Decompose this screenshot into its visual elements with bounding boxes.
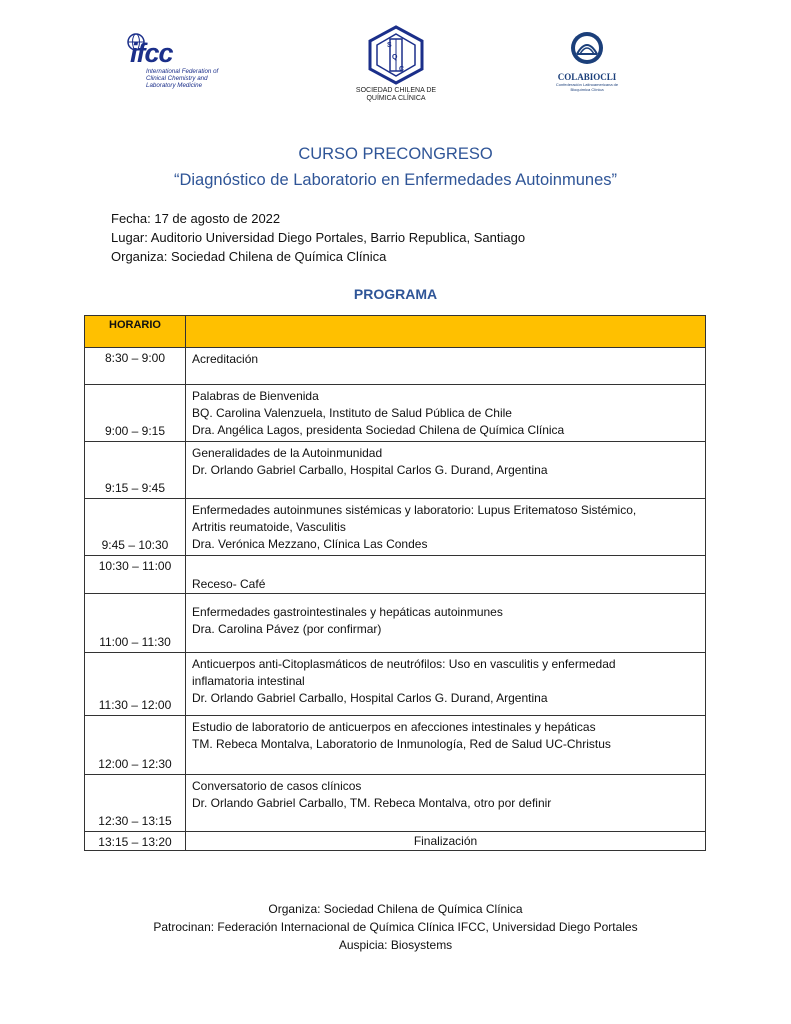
svg-text:Q: Q xyxy=(392,54,398,61)
row-activity: Receso- Café xyxy=(186,556,706,594)
table-row xyxy=(85,775,706,832)
row-time: 11:00 – 11:30 xyxy=(85,594,186,653)
row-time: 13:15 – 13:20 xyxy=(85,832,186,851)
course-title: CURSO PRECONGRESO xyxy=(298,145,493,163)
row-activity: Generalidades de la Autoinmunidad Dr. Orlando Gabriel Carballo, Hospital Carlos G. Durand, Argentina xyxy=(186,442,706,499)
row-activity: Palabras de Bienvenida BQ. Carolina Valenzuela, Instituto de Salud Pública de Chile Dra. Angélica Lagos, presidenta Sociedad Chilena de Química Clínica xyxy=(186,385,706,442)
course-subtitle: “Diagnóstico de Laboratorio en Enfermedades Autoinmunes” xyxy=(173,171,618,189)
colabiocli-wordmark: COLABIOCLI xyxy=(557,72,617,82)
table-row xyxy=(85,716,706,775)
row-activity: Enfermedades autoinmunes sistémicas y laboratorio: Lupus Eritematoso Sistémico, Artritis reumatoide, Vasculitis Dra. Verónica Mezzano, Clínica Las Condes xyxy=(186,499,706,556)
row-time: 9:45 – 10:30 xyxy=(85,499,186,556)
row-time: 12:30 – 13:15 xyxy=(85,775,186,832)
table-row xyxy=(85,499,706,556)
colabiocli-subtitle: Confederación Latinoamericana de Bioquímica Clínica xyxy=(555,82,619,92)
table-header-row xyxy=(85,316,706,348)
table-row xyxy=(85,594,706,653)
row-activity: Acreditación xyxy=(186,348,706,385)
header-horario: HORARIO xyxy=(85,316,186,348)
info-fecha: Fecha: 17 de agosto de 2022 xyxy=(111,211,281,226)
row-activity: Anticuerpos anti-Citoplasmáticos de neutrófilos: Uso en vasculitis y enfermedad inflamatoria intestinal Dr. Orlando Gabriel Carballo, Hospital Carlos G. Durand, Argentina xyxy=(186,653,706,716)
row-activity: Enfermedades gastrointestinales y hepáticas autoinmunes Dra. Carolina Pávez (por confirmar) xyxy=(186,594,706,653)
sqc-emblem-icon xyxy=(348,25,444,85)
table-row xyxy=(85,385,706,442)
table-row xyxy=(85,348,706,385)
row-activity: Estudio de laboratorio de anticuerpos en afecciones intestinales y hepáticas TM. Rebeca Montalva, Laboratorio de Inmunología, Red de Salud UC-Christus xyxy=(186,716,706,775)
programa-heading: PROGRAMA xyxy=(353,286,438,302)
row-activity: Finalización xyxy=(186,832,706,851)
svg-text:S: S xyxy=(387,42,392,49)
svg-text:C: C xyxy=(399,66,405,73)
footer-organiza: Organiza: Sociedad Chilena de Química Clínica xyxy=(268,902,523,916)
row-time: 12:00 – 12:30 xyxy=(85,716,186,775)
sociedad-label: SOCIEDAD CHILENA DE QUÍMICA CLÍNICA xyxy=(355,87,437,102)
table-row xyxy=(85,556,706,594)
ifcc-logo xyxy=(124,30,220,92)
row-activity: Conversatorio de casos clínicos Dr. Orlando Gabriel Carballo, TM. Rebeca Montalva, otro por definir xyxy=(186,775,706,832)
sociedad-logo xyxy=(348,25,444,110)
colabiocli-logo xyxy=(551,30,623,92)
table-row xyxy=(85,653,706,716)
program-table xyxy=(84,315,706,851)
ifcc-subtitle: International Federation of Clinical Chemistry and Laboratory Medicine xyxy=(146,68,219,89)
info-organiza: Organiza: Sociedad Chilena de Química Clínica xyxy=(111,249,387,264)
row-time: 9:15 – 9:45 xyxy=(85,442,186,499)
footer-auspicia: Auspicia: Biosystems xyxy=(338,938,453,952)
table-row xyxy=(85,442,706,499)
footer-patrocinan: Patrocinan: Federación Internacional de Química Clínica IFCC, Universidad Diego Portales xyxy=(153,920,638,934)
ifcc-wordmark: ifcc xyxy=(130,38,173,68)
colabiocli-emblem-icon xyxy=(551,30,623,70)
row-time: 11:30 – 12:00 xyxy=(85,653,186,716)
row-time: 8:30 – 9:00 xyxy=(85,348,186,385)
table-row xyxy=(85,832,706,851)
header-actividad xyxy=(186,316,706,348)
info-lugar: Lugar: Auditorio Universidad Diego Portales, Barrio Republica, Santiago xyxy=(111,230,526,245)
row-time: 9:00 – 9:15 xyxy=(85,385,186,442)
row-time: 10:30 – 11:00 xyxy=(85,556,186,594)
